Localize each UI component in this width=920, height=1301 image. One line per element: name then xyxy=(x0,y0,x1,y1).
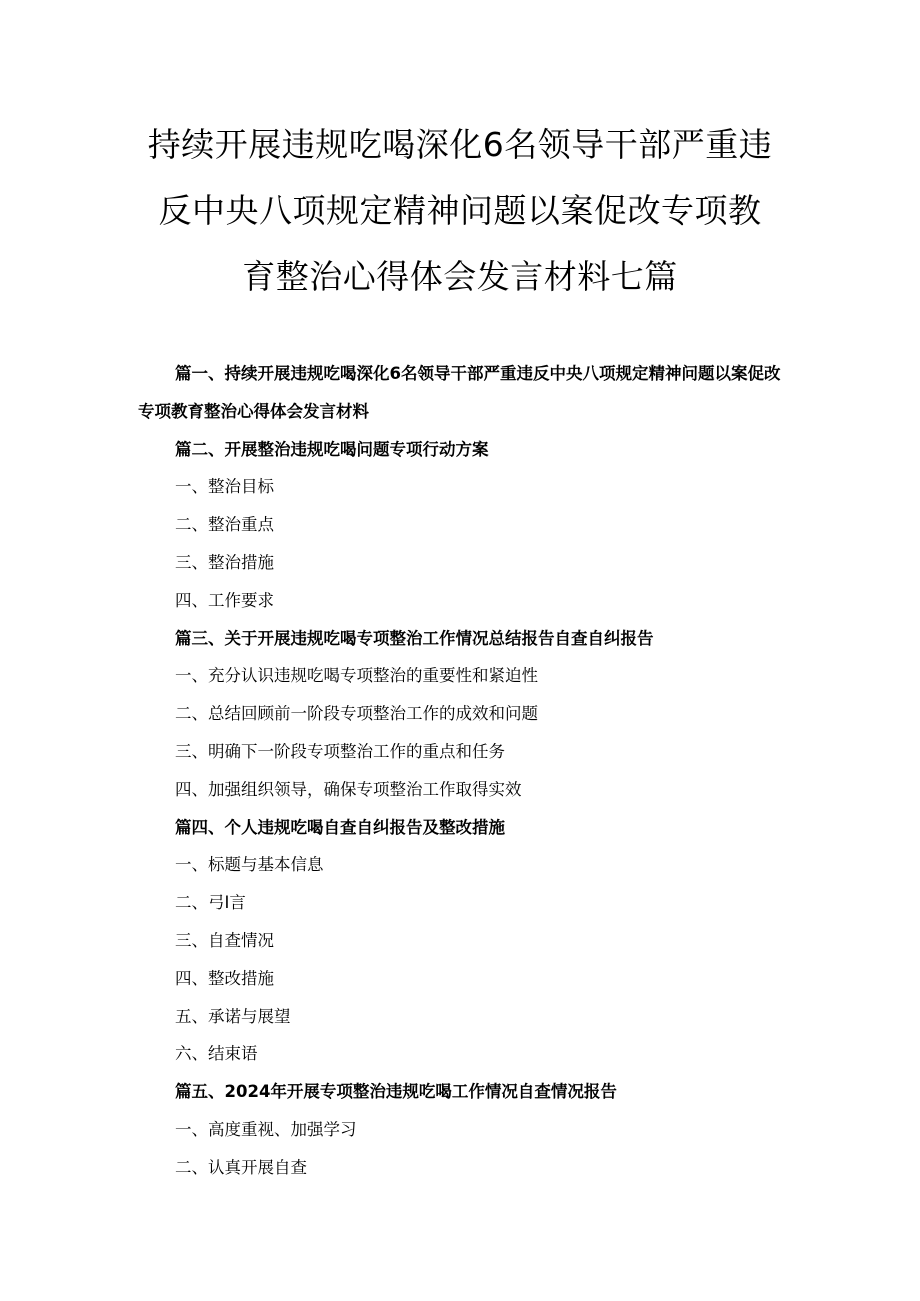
list-item: 二、认真开展自查 xyxy=(175,1157,307,1177)
list-item: 五、承诺与展望 xyxy=(175,1006,291,1026)
list-item: 四、整改措施 xyxy=(175,968,274,988)
section-heading: 篇一、持续开展违规吃喝深化6名领导干部严重违反中央八项规定精神问题以案促改专项教育整治心得体会发言材料 xyxy=(138,364,781,421)
list-item: 三、明确下一阶段专项整治工作的重点和任务 xyxy=(175,741,505,761)
section-heading: 篇五、2024年开展专项整治违规吃喝工作情况自查情况报告 xyxy=(175,1082,617,1102)
list-item: 三、整治措施 xyxy=(175,552,274,572)
list-item: 二、弓I言 xyxy=(175,893,246,913)
list-item: 四、工作要求 xyxy=(175,590,274,610)
list-item: 六、结束语 xyxy=(175,1044,258,1064)
title-line: 反中央八项规定精神问题以案促改专项教 xyxy=(158,191,762,230)
section-heading: 篇四、个人违规吃喝自查自纠报告及整改措施 xyxy=(175,817,505,837)
list-item: 一、整治目标 xyxy=(175,477,274,497)
section-heading: 篇三、关于开展违规吃喝专项整治工作情况总结报告自查自纠报告 xyxy=(175,628,654,648)
list-item: 一、充分认识违规吃喝专项整治的重要性和紧迫性 xyxy=(175,666,538,686)
list-item: 三、自查情况 xyxy=(175,930,274,950)
document-title xyxy=(130,112,790,310)
list-item: 一、标题与基本信息 xyxy=(175,855,324,875)
list-item: 四、加强组织领导，确保专项整治工作取得实效 xyxy=(175,779,522,799)
table-of-contents xyxy=(138,355,788,1187)
list-item: 二、整治重点 xyxy=(175,515,274,535)
title-line: 育整治心得体会发言材料七篇 xyxy=(242,257,678,296)
section-heading: 篇二、开展整治违规吃喝问题专项行动方案 xyxy=(175,439,489,459)
title-line: 持续开展违规吃喝深化6名领导干部严重违 xyxy=(147,125,773,164)
list-item: 一、高度重视、加强学习 xyxy=(175,1119,357,1139)
list-item: 二、总结回顾前一阶段专项整治工作的成效和问题 xyxy=(175,704,538,724)
